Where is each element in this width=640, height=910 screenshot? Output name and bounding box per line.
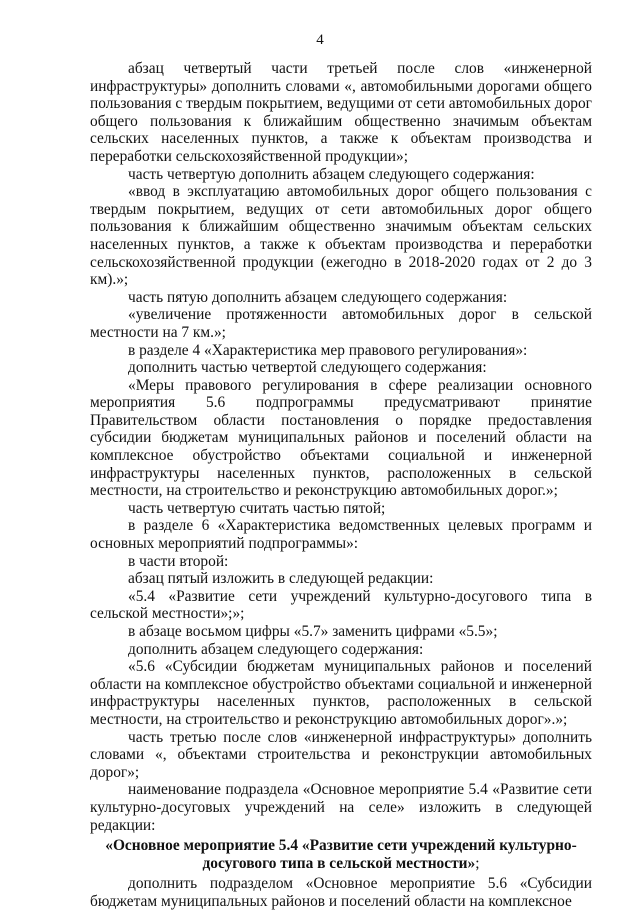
paragraph: часть четвертую дополнить абзацем следующего содержания:	[128, 165, 535, 183]
paragraph: часть четвертую считать частью пятой;	[128, 499, 386, 517]
paragraph: абзац пятый изложить в следующей редакции:	[128, 570, 434, 588]
paragraph: «Меры правового регулирования в сфере реализации основного мероприятия 5.6 подпрограммы предусматривают принятие Правительством области постановления о порядке предоставления субсидии бюджетам муниципальных районов и поселений области на комплексное обустройство объектами социальной и инженерной инфраструктуры населенных пунктов, расположенных в сельской местности, на строительство и реконструкцию автомобильных дорог.»;	[90, 376, 592, 500]
subsection-heading	[90, 837, 592, 873]
paragraph: дополнить подразделом «Основное мероприятие 5.6 «Субсидии бюджетам муниципальных районов и поселений области на комплексное	[90, 875, 592, 910]
paragraph: «ввод в эксплуатацию автомобильных дорог общего пользования с твердым покрытием, ведущих от сети автомобильных дорог общего пользования к ближайшим общественно значимым объектам сельских населенных пунктов, а также к объектам производства и переработки сельскохозяйственной продукции (ежегодно в 2018-2020 годах от 2 до 3 км).»;	[90, 183, 592, 289]
paragraph: в абзаце восьмом цифры «5.7» заменить цифрами «5.5»;	[128, 623, 498, 640]
paragraph: часть пятую дополнить абзацем следующего содержания:	[128, 288, 508, 306]
document-body	[90, 60, 592, 910]
paragraph: наименование подраздела «Основное мероприятие 5.4 «Развитие сети культурно-досуговых учреждений на селе» изложить в следующей редакции:	[90, 781, 592, 834]
paragraph: «5.4 «Развитие сети учреждений культурно-досугового типа в сельской местности»;»;	[90, 587, 592, 623]
paragraph: «увеличение протяженности автомобильных дорог в сельской местности на 7 км.»;	[90, 306, 592, 341]
paragraph: в разделе 4 «Характеристика мер правового регулирования»:	[128, 341, 528, 359]
paragraph: часть третью после слов «инженерной инфраструктуры» дополнить словами «, объектами строительства и реконструкции автомобильных дорог»;	[90, 728, 592, 781]
paragraph: в разделе 6 «Характеристика ведомственных целевых программ и основных мероприятий подпрограммы»:	[90, 517, 592, 553]
subsection-heading-tail: ;	[475, 855, 480, 873]
paragraph: дополнить абзацем следующего содержания:	[128, 640, 424, 658]
subsection-heading-bold: «Основное мероприятие 5.4 «Развитие сети учреждений культурно-досугового типа в сельской местности»	[105, 837, 577, 873]
page-number: 4	[316, 32, 324, 48]
paragraph: в части второй:	[128, 552, 229, 570]
paragraph: дополнить частью четвертой следующего содержания:	[128, 359, 487, 377]
paragraph: абзац четвертый части третьей после слов «инженерной инфраструктуры» дополнить словами «, автомобильными дорогами общего пользования с твердым покрытием, ведущими от сети автомобильных дорог общего пользования к ближайшим общественно значимым объектам сельских населенных пунктов, а также к объектам производства и переработки сельскохозяйственной продукции»;	[90, 60, 592, 165]
paragraph: «5.6 «Субсидии бюджетам муниципальных районов и поселений области на комплексное обустройство объектами социальной и инженерной инфраструктуры населенных пунктов, расположенных в сельской местности, на строительство и реконструкцию автомобильных дорог».»;	[90, 658, 592, 728]
